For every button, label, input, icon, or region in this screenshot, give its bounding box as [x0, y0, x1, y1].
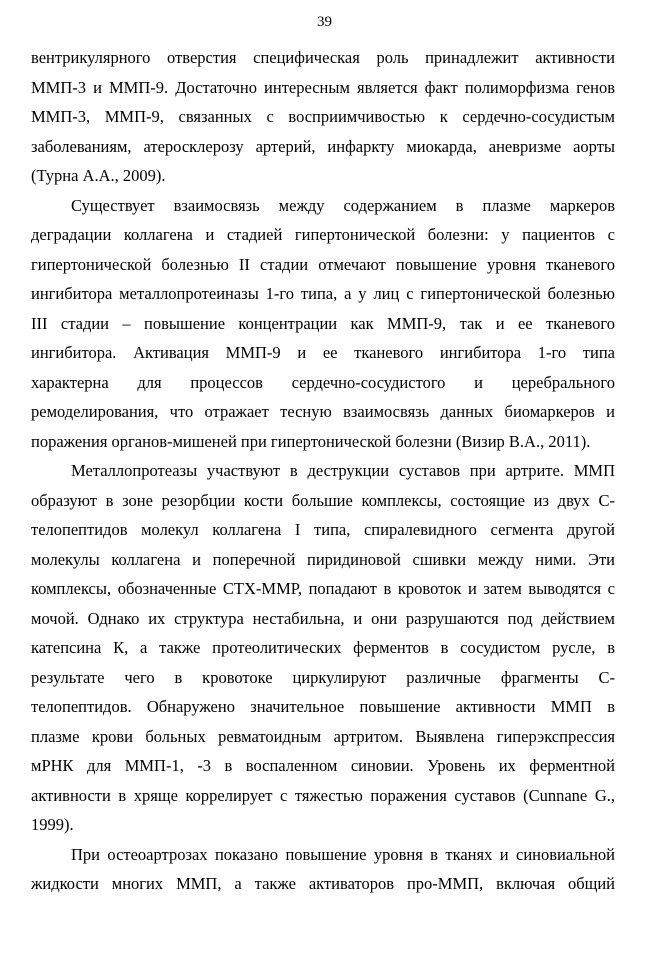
text-line: активности в хряще коррелирует с тяжестью поражения суставов (Cunnane G., [31, 785, 615, 805]
text-line: 1999). [31, 815, 74, 834]
text-line: телопептидов. Обнаружено значительное повышение активности ММП в [31, 697, 615, 716]
paragraph-2 [31, 191, 615, 457]
paragraph-1 [31, 43, 615, 191]
text-line: вентрикулярного отверстия специфическая роль принадлежит активности [31, 48, 615, 67]
text-line: комплексы, обозначенные СТХ-ММР, попадают в кровоток и затем выводятся с [31, 579, 615, 598]
text-line: телопептидов молекул коллагена I типа, спиралевидного сегмента другой [31, 520, 615, 539]
text-line: Существует взаимосвязь между содержанием в плазме маркеров [71, 195, 615, 215]
text-line: деградации коллагена и стадией гипертонической болезни: у пациентов с [31, 225, 615, 244]
paragraph-3 [31, 456, 615, 840]
text-line: катепсина К, а также протеолитических ферментов в сосудистом русле, в [31, 638, 615, 657]
text-line: жидкости многих ММП, а также активаторов про-ММП, включая общий [31, 874, 615, 893]
text-line: мочой. Однако их структура нестабильна, и они разрушаются под действием [31, 608, 615, 628]
text-line: ингибитора. Активация ММП-9 и ее тканевого ингибитора 1-го типа [31, 343, 615, 362]
page-number: 39 [317, 14, 332, 30]
text-line: заболеваниям, атеросклерозу артерий, инфаркту миокарда, аневризме аорты [31, 136, 615, 156]
text-line: ремоделирования, что отражает тесную взаимосвязь данных биомаркеров и [31, 402, 615, 421]
text-line: Металлопротеазы участвуют в деструкции суставов при артрите. ММП [71, 461, 615, 480]
text-line: ингибитора металлопротеиназы 1-го типа, а у лиц с гипертонической болезнью [31, 284, 615, 303]
paragraph-4 [31, 840, 615, 899]
text-line: плазме крови больных ревматоидным артритом. Выявлена гиперэкспрессия [31, 726, 615, 746]
text-line: результате чего в кровотоке циркулируют различные фрагменты С- [31, 667, 615, 687]
text-line: ММП-3 и ММП-9. Достаточно интересным является факт полиморфизма генов [31, 77, 615, 97]
text-line: характерна для процессов сердечно-сосудистого и церебрального [31, 372, 615, 392]
text-line: образуют в зоне резорбции кости большие комплексы, состоящие из двух С- [31, 490, 615, 510]
document-body [31, 43, 615, 899]
text-line: мРНК для ММП-1, -3 в воспаленном синовии. Уровень их ферментной [31, 756, 615, 775]
text-line: гипертонической болезнью II стадии отмечают повышение уровня тканевого [31, 254, 615, 274]
text-line: поражения органов-мишеней при гипертонической болезни (Визир В.А., 2011). [31, 431, 591, 451]
text-line: ММП-3, ММП-9, связанных с восприимчивостью к сердечно-сосудистым [31, 107, 615, 126]
text-line: При остеоартрозах показано повышение уровня в тканях и синовиальной [71, 844, 615, 864]
text-line: молекулы коллагена и поперечной пиридиновой сшивки между ними. Эти [31, 549, 615, 569]
text-line: (Турна А.А., 2009). [31, 166, 166, 185]
text-line: III стадии – повышение концентрации как ММП-9, так и ее тканевого [31, 313, 615, 333]
